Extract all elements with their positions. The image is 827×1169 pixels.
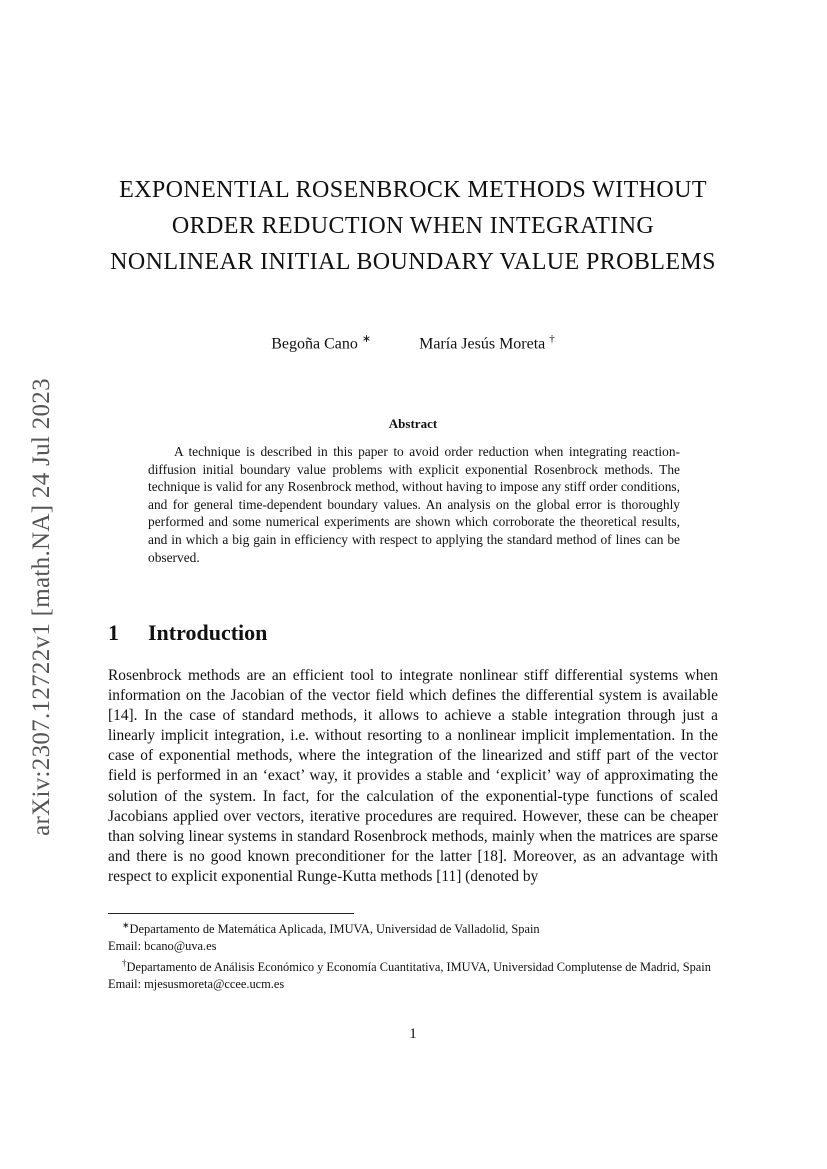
footnote-2 bbox=[108, 955, 718, 976]
author-name: Begoña Cano bbox=[271, 335, 358, 353]
footnote-marker: ∗ bbox=[122, 920, 130, 930]
author-name: María Jesús Moreta bbox=[419, 335, 546, 353]
author-2 bbox=[419, 333, 555, 353]
section-title: Introduction bbox=[148, 620, 268, 645]
footnote-marker: † bbox=[549, 333, 555, 345]
author-list bbox=[108, 332, 718, 353]
footnote-divider bbox=[108, 913, 354, 914]
footnote-2-email: Email: mjesusmoreta@ccee.ucm.es bbox=[108, 977, 285, 992]
footnotes bbox=[108, 917, 718, 993]
footnote-marker: † bbox=[122, 958, 127, 969]
section-heading bbox=[108, 620, 267, 646]
introduction-paragraph: Rosenbrock methods are an efficient tool to integrate nonlinear stiff differential systems when information on the Jacobian of the vector field which defines the differential system is available [14]. In the case of standard methods, it allows to achieve a stable integration through just a linearly implicit integration, i.e. without resorting to a nonlinear implicit implementation. In the case of exponential methods, where the integration of the linearized and stiff part of the vector field is performed in an ‘exact’ way, it provides a stable and ‘explicit’ way of approximating the solution of the system. In fact, for the calculation of the exponential-type functions of scaled Jacobians applied over vectors, iterative procedures are required. However, these can be cheaper than solving linear systems in standard Rosenbrock methods, mainly when the matrices are sparse and there is no good known preconditioner for the latter [18]. Moreover, as an advantage with respect to explicit exponential Runge-Kutta methods [11] (denoted by bbox=[108, 667, 718, 885]
abstract-text: A technique is described in this paper to avoid order reduction when integrating reaction-diffusion initial boundary value problems with explicit exponential Rosenbrock methods. The technique is valid for any Rosenbrock method, without having to impose any stiff order conditions, and for general time-dependent boundary values. An analysis on the global error is thoroughly performed and some numerical experiments are shown which corroborate the theoretical results, and in which a big gain in efficiency with respect to applying the standard method of lines can be observed. bbox=[148, 444, 680, 565]
footnote-affiliation: Departamento de Matemática Aplicada, IMUVA, Universidad de Valladolid, Spain bbox=[129, 922, 540, 937]
paper-title: EXPONENTIAL ROSENBROCK METHODS WITHOUT ORDER REDUCTION WHEN INTEGRATING NONLINEAR INITIAL BOUNDARY VALUE PROBLEMS bbox=[110, 177, 716, 275]
footnote-marker: ∗ bbox=[361, 333, 372, 345]
page-number: 1 bbox=[409, 1026, 417, 1042]
arxiv-stamp bbox=[22, 352, 62, 862]
author-1 bbox=[271, 332, 371, 353]
footnote-1 bbox=[108, 917, 718, 938]
arxiv-identifier: arXiv:2307.12722v1 [math.NA] 24 Jul 2023 bbox=[28, 378, 55, 836]
section-number: 1 bbox=[108, 620, 119, 645]
footnote-1-email: Email: bcano@uva.es bbox=[108, 939, 217, 954]
footnote-affiliation: Departamento de Análisis Económico y Economía Cuantitativa, IMUVA, Universidad Complutense de Madrid, Spain bbox=[126, 960, 711, 975]
abstract-heading: Abstract bbox=[388, 416, 438, 431]
